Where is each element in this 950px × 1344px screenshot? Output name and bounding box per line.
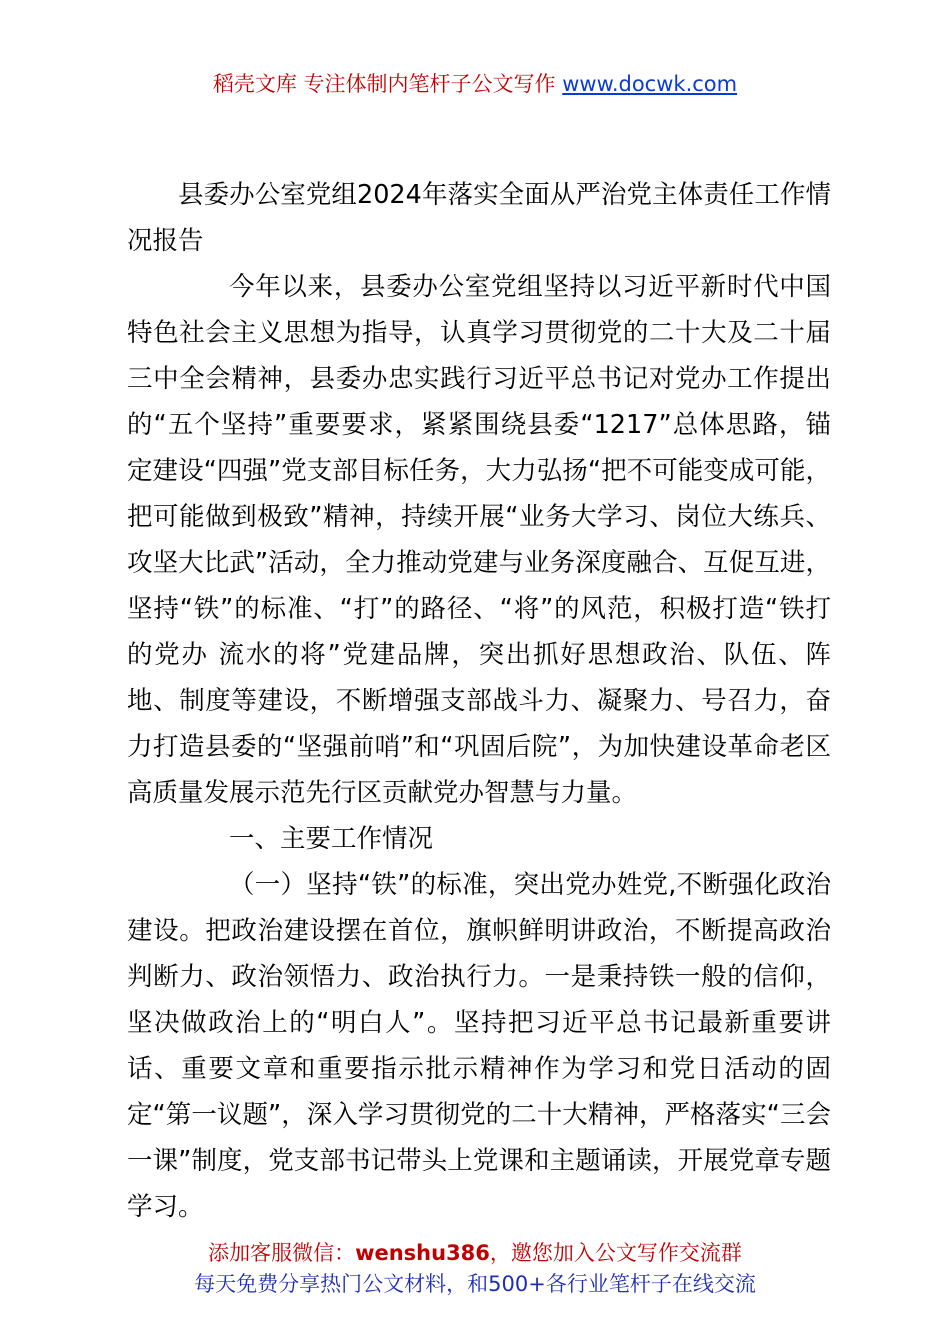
section-heading: 一、主要工作情况	[229, 824, 434, 854]
intro-paragraph: 今年以来，县委办公室党组坚持以习近平新时代中国特色社会主义思想为指导，认真学习贯彻党的二十大及二十届三中全会精神，县委办忠实践行习近平总书记对党办工作提出的“五个坚持”重要要求，紧紧围绕县委“1217”总体思路，锚定建设“四强”党支部目标任务，大力弘扬“把不可能变成可能，把可能做到极致”精神，持续开展“业务大学习、岗位大练兵、攻坚大比武”活动，全力推动党建与业务深度融合、互促互进，坚持“铁”的标准、“打”的路径、“将”的风范，积极打造“铁打的党办 流水的将”党建品牌，突出抓好思想政治、队伍、阵地、制度等建设，不断增强支部战斗力、凝聚力、号召力，奋力打造县委的“坚强前哨”和“巩固后院”，为加快建设革命老区高质量发展示范先行区贡献党办智慧与力量。	[127, 272, 831, 808]
footer-suffix: ，邀您加入公文写作交流群	[489, 1241, 742, 1265]
brand-slogan: 稻壳文库 专注体制内笔杆子公文写作	[212, 72, 563, 96]
footer-line-2: 每天免费分享热门公文材料，和500+各行业笔杆子在线交流	[194, 1272, 756, 1296]
document-title: 县委办公室党组2024年落实全面从严治党主体责任工作情况报告	[127, 180, 831, 256]
document-body	[127, 172, 831, 1230]
wechat-id: wenshu386	[355, 1241, 490, 1265]
section-paragraph: （一）坚持“铁”的标准，突出党办姓党,不断强化政治建设。把政治建设摆在首位，旗帜鲜明讲政治，不断提高政治判断力、政治领悟力、政治执行力。一是秉持铁一般的信仰，坚决做政治上的“明白人”。坚持把习近平总书记最新重要讲话、重要文章和重要指示批示精神作为学习和党日活动的固定“第一议题”，深入学习贯彻党的二十大精神，严格落实“三会一课”制度，党支部书记带头上党课和主题诵读，开展党章专题学习。	[127, 870, 831, 1222]
footer-line-1	[0, 1238, 950, 1269]
promo-footer	[0, 1238, 950, 1300]
footer-prefix: 添加客服微信：	[208, 1241, 356, 1265]
site-link[interactable]: www.docwk.com	[562, 72, 738, 96]
watermark-header	[0, 68, 950, 100]
